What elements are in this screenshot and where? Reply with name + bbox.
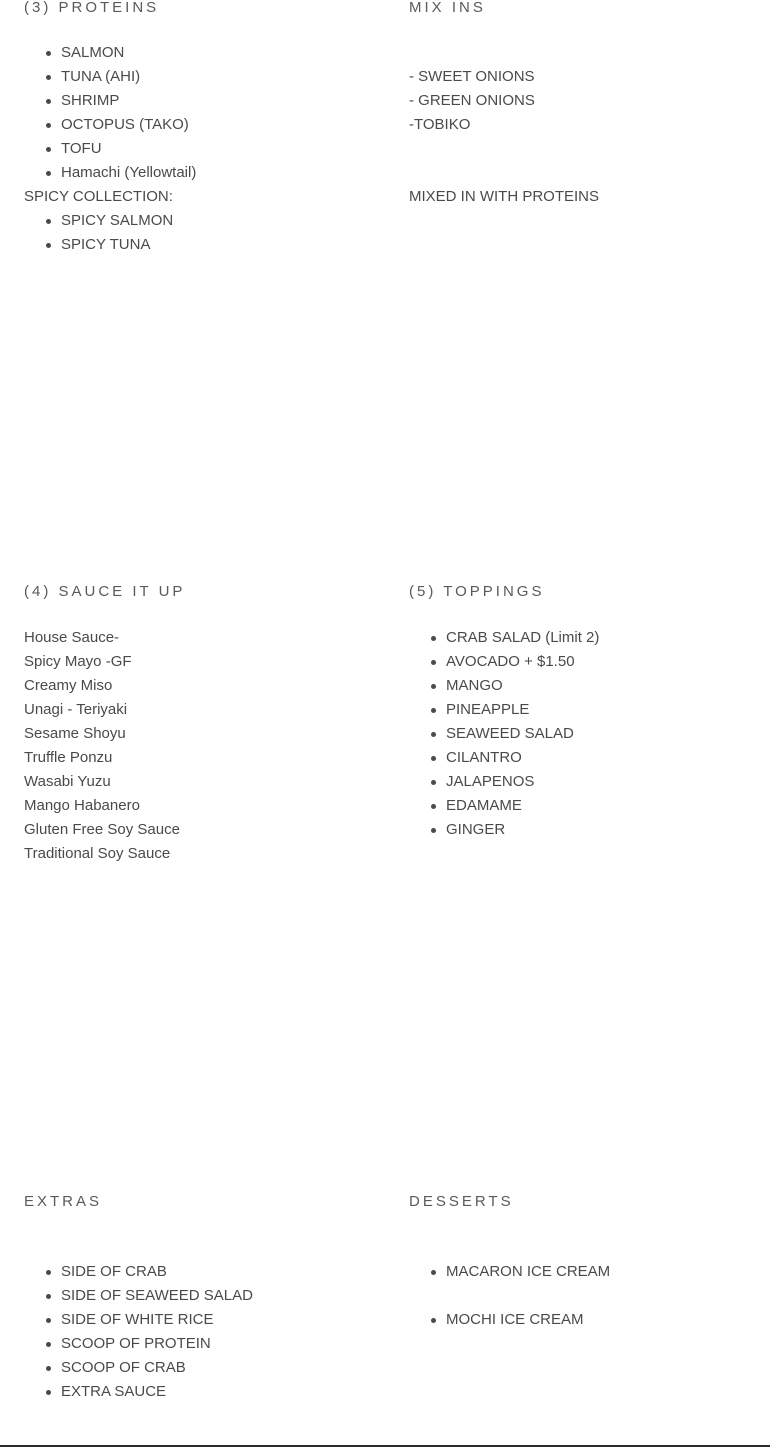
extra-item: SIDE OF WHITE RICE bbox=[24, 1308, 214, 1332]
topping-item: MANGO bbox=[409, 674, 503, 698]
extra-item: SCOOP OF PROTEIN bbox=[24, 1332, 211, 1356]
desserts-section bbox=[409, 1194, 769, 1354]
mix-ins-section bbox=[409, 0, 769, 220]
mix-in-item: - GREEN ONIONS bbox=[409, 92, 535, 109]
topping-item: JALAPENOS bbox=[409, 770, 534, 794]
toppings-heading: (5) TOPPINGS bbox=[409, 583, 545, 600]
protein-item: Hamachi (Yellowtail) bbox=[24, 161, 196, 185]
spicy-item: SPICY SALMON bbox=[24, 209, 173, 233]
topping-item: GINGER bbox=[409, 818, 505, 842]
topping-item: CRAB SALAD (Limit 2) bbox=[409, 626, 599, 650]
extra-item: SIDE OF CRAB bbox=[24, 1260, 167, 1284]
sauce-item: Gluten Free Soy Sauce bbox=[24, 821, 180, 838]
extras-heading: EXTRAS bbox=[24, 1193, 103, 1210]
proteins-section bbox=[24, 0, 384, 260]
extra-item: EXTRA SAUCE bbox=[24, 1380, 166, 1404]
protein-item: TOFU bbox=[24, 137, 102, 161]
mix-ins-heading: MIX INS bbox=[409, 0, 486, 16]
proteins-heading: (3) PROTEINS bbox=[24, 0, 160, 16]
sauce-item: Unagi - Teriyaki bbox=[24, 701, 128, 718]
protein-item: OCTOPUS (TAKO) bbox=[24, 113, 189, 137]
spicy-collection-label: SPICY COLLECTION: bbox=[24, 188, 173, 205]
mix-ins-note: MIXED IN WITH PROTEINS bbox=[409, 188, 600, 205]
sauce-item: Spicy Mayo -GF bbox=[24, 653, 132, 670]
topping-item: AVOCADO + $1.50 bbox=[409, 650, 575, 674]
extra-item: SCOOP OF CRAB bbox=[24, 1356, 186, 1380]
mix-in-item: - SWEET ONIONS bbox=[409, 68, 535, 85]
sauce-item: House Sauce- bbox=[24, 629, 120, 646]
sauces-section bbox=[24, 584, 384, 874]
topping-item: SEAWEED SALAD bbox=[409, 722, 574, 746]
sauce-item: Creamy Miso bbox=[24, 677, 113, 694]
sauce-item: Mango Habanero bbox=[24, 797, 140, 814]
sauce-item: Truffle Ponzu bbox=[24, 749, 113, 766]
protein-item: TUNA (AHI) bbox=[24, 65, 140, 89]
extras-section bbox=[24, 1194, 384, 1414]
dessert-item: MACARON ICE CREAM bbox=[409, 1260, 610, 1284]
protein-item: SALMON bbox=[24, 41, 124, 65]
extra-item: SIDE OF SEAWEED SALAD bbox=[24, 1284, 253, 1308]
sauce-item: Traditional Soy Sauce bbox=[24, 845, 171, 862]
sauces-heading: (4) SAUCE IT UP bbox=[24, 583, 186, 600]
mix-in-item: -TOBIKO bbox=[409, 116, 471, 133]
sauce-item: Wasabi Yuzu bbox=[24, 773, 111, 790]
topping-item: EDAMAME bbox=[409, 794, 522, 818]
sauce-item: Sesame Shoyu bbox=[24, 725, 126, 742]
desserts-heading: DESSERTS bbox=[409, 1193, 514, 1210]
toppings-section bbox=[409, 584, 769, 844]
spicy-item: SPICY TUNA bbox=[24, 233, 150, 257]
topping-item: PINEAPPLE bbox=[409, 698, 529, 722]
protein-item: SHRIMP bbox=[24, 89, 119, 113]
dessert-item: MOCHI ICE CREAM bbox=[409, 1308, 584, 1332]
topping-item: CILANTRO bbox=[409, 746, 522, 770]
